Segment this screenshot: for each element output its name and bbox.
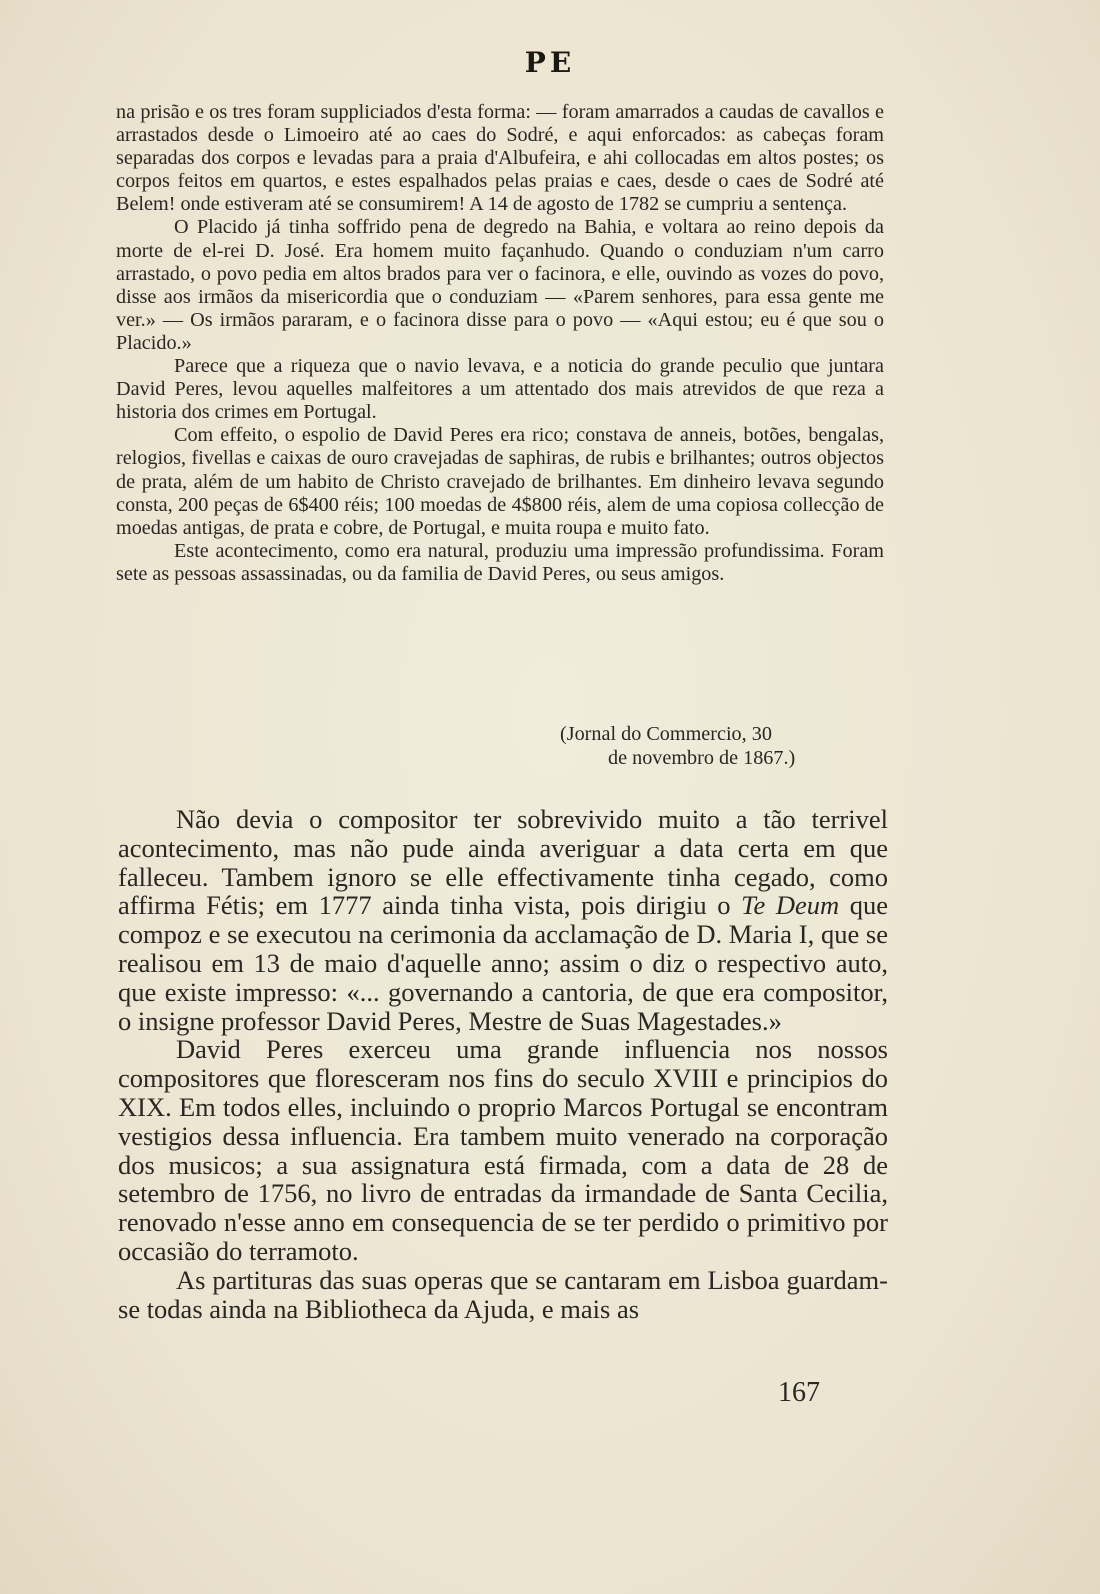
small-paragraph-1: na prisão e os tres foram suppliciados d'esta forma: — foram amarrados a caudas de cavallos e arrastados desde o Limoeiro até ao caes do Sodré, e aqui enforcados: as cabeças foram separadas dos corpos e levadas para a praia d'Albufeira, e ahi collocadas em altos postes; os corpos feitos em quartos, e estes espalhados pelas praias e caes, desde o caes de Sodré até Belem! onde estiveram até se consumirem! A 14 de agosto de 1782 se cumpriu a sentença.	[116, 101, 884, 216]
body-paragraph-3: As partituras das suas operas que se cantaram em Lisboa guardam-se todas ainda na Bibliotheca da Ajuda, e mais as	[118, 1264, 888, 1324]
citation-line-2: de novembro de 1867.)	[608, 747, 796, 769]
work-title: Te Deum	[741, 890, 840, 921]
body-paragraph-1-start: Não devia o compositor ter sobrevivido muito a tão terrivel acontecimento, mas não pude ainda averiguar a data certa em que falleceu. Tambem ignoro se elle effectivamente tinha cegado, como affirma Fétis; em 1777 ainda tinha vista, pois dirigiu o	[118, 804, 888, 921]
citation-line-1: (Jornal do Commercio, 30	[560, 723, 772, 745]
source-citation	[560, 722, 860, 770]
running-head: PE	[524, 46, 576, 79]
body-paragraph-2: David Peres exerceu uma grande influencia nos nossos compositores que floresceram nos fins do seculo XVIII e principios do XIX. Em todos elles, incluindo o proprio Marcos Portugal se encontram vestigios dessa influencia. Era tambem muito venerado na corporação dos musicos; a sua assignatura está firmada, com a data de 28 de setembro de 1756, no livro de entradas da irmandade de Santa Cecilia, renovado n'esse anno em consequencia de se ter perdido o primitivo por occasião do terramoto.	[118, 1034, 888, 1266]
quoted-newspaper-text	[116, 101, 884, 586]
small-paragraph-4: Com effeito, o espolio de David Peres era rico; constava de anneis, botões, bengalas, relogios, fivellas e caixas de ouro cravejadas de saphiras, de rubis e brilhantes; outros objectos de prata, além de um habito de Christo cravejado de brilhantes. Em dinheiro levava segundo consta, 200 peças de 6$400 réis; 100 moedas de 4$800 réis, alem de uma copiosa collecção de moedas antigas, de prata e cobre, de Portugal, e muita roupa e muito fato.	[116, 424, 884, 539]
small-paragraph-2: O Placido já tinha soffrido pena de degredo na Bahia, e voltara ao reino depois da morte de el-rei D. José. Era homem muito façanhudo. Quando o conduziam n'um carro arrastado, o povo pedia em altos brados para ver o facinora, e elle, ouvindo as vozes do povo, disse aos irmãos da misericordia que o conduziam — «Parem senhores, para essa gente me ver.» — Os irmãos pararam, e o facinora disse para o povo — «Aqui estou; eu é que sou o Placido.»	[116, 216, 884, 354]
body-paragraph-1	[118, 805, 888, 1035]
main-body-text	[118, 805, 888, 1323]
body-paragraph-1-end: que compoz e se executou na cerimonia da acclamação de D. Maria I, que se realisou em 13 de maio d'aquelle anno; assim o diz o respectivo auto, que existe impresso: «... governando a cantoria, de que era compositor, o insigne professor David Peres, Mestre de Suas Magestades.»	[118, 890, 889, 1036]
page-number: 167	[778, 1377, 820, 1408]
small-paragraph-3: Parece que a riqueza que o navio levava, e a noticia do grande peculio que juntara David Peres, levou aquelles malfeitores a um attentado dos mais atrevidos de que reza a historia dos crimes em Portugal.	[116, 355, 884, 424]
small-paragraph-5: Este acontecimento, como era natural, produziu uma impressão profundissima. Foram sete as pessoas assassinadas, ou da familia de David Peres, ou seus amigos.	[116, 539, 884, 585]
